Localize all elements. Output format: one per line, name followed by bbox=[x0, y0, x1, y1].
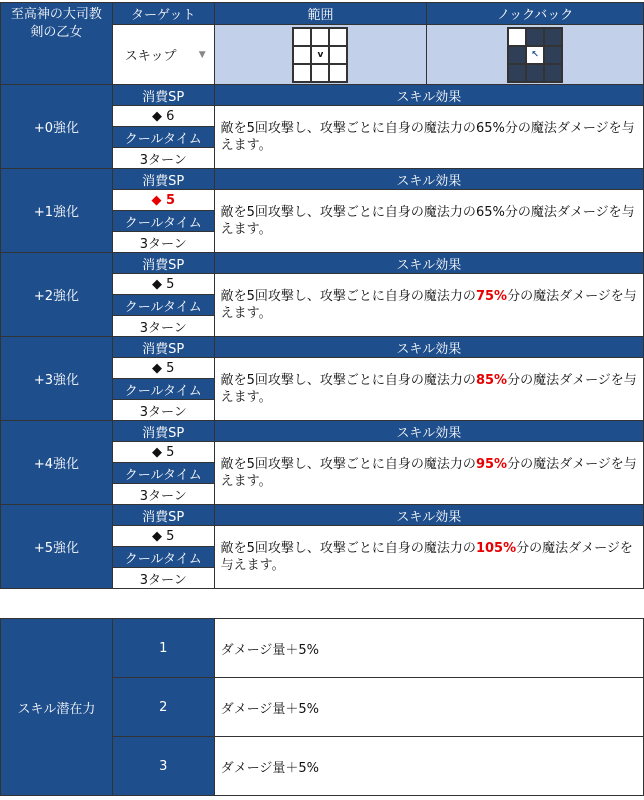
level-row bbox=[1, 253, 644, 274]
skill-description bbox=[214, 190, 643, 253]
skill-description bbox=[214, 526, 643, 589]
skill-description bbox=[214, 442, 643, 505]
level-label: +5強化 bbox=[1, 505, 113, 589]
description-text: 分の魔法ダメージを与えます。 bbox=[220, 121, 635, 153]
damage-percent: 105% bbox=[475, 541, 517, 556]
potential-effect: ダメージ量＋5% bbox=[214, 619, 643, 678]
damage-percent: 65% bbox=[475, 205, 505, 220]
skill-description bbox=[214, 358, 643, 421]
cooltime-value: 3ターン bbox=[112, 316, 214, 337]
description-text: 分の魔法ダメージを与えます。 bbox=[220, 289, 637, 321]
cooltime-value: 3ターン bbox=[112, 484, 214, 505]
potential-number: 2 bbox=[112, 678, 214, 737]
cooltime-value: 3ターン bbox=[112, 232, 214, 253]
level-label: +1強化 bbox=[1, 169, 113, 253]
range-header: 範囲 bbox=[214, 3, 427, 25]
sp-value: ◆ 5 bbox=[112, 190, 214, 211]
description-text: 敵を5回攻撃し、攻撃ごとに自身の魔法力の bbox=[220, 457, 476, 472]
knockback-arrow-icon: ↖ bbox=[526, 46, 544, 64]
cooltime-label: クールタイム bbox=[112, 127, 214, 148]
chevron-down-icon: ▼ bbox=[198, 49, 206, 60]
description-text: 敵を5回攻撃し、攻撃ごとに自身の魔法力の bbox=[220, 289, 476, 304]
cooltime-label: クールタイム bbox=[112, 463, 214, 484]
description-text: 分の魔法ダメージを与えます。 bbox=[220, 373, 637, 405]
sp-label: 消費SP bbox=[112, 505, 214, 526]
potential-table bbox=[0, 618, 644, 796]
effect-label: スキル効果 bbox=[214, 85, 643, 106]
potential-row bbox=[1, 619, 644, 678]
skill-description bbox=[214, 106, 643, 169]
sp-value: ◆ 6 bbox=[112, 106, 214, 127]
damage-percent: 65% bbox=[475, 121, 505, 136]
description-text: 分の魔法ダメージを与えます。 bbox=[220, 205, 635, 237]
description-text: 敵を5回攻撃し、攻撃ごとに自身の魔法力の bbox=[220, 121, 476, 136]
level-row bbox=[1, 505, 644, 526]
level-label: +2強化 bbox=[1, 253, 113, 337]
potential-effect: ダメージ量＋5% bbox=[214, 737, 643, 796]
description-text: 分の魔法ダメージを与えます。 bbox=[220, 457, 637, 489]
level-row bbox=[1, 85, 644, 106]
cooltime-value: 3ターン bbox=[112, 568, 214, 589]
description-text: 敵を5回攻撃し、攻撃ごとに自身の魔法力の bbox=[220, 541, 476, 556]
skill-name: 至高神の大司教 剣の乙女 bbox=[1, 3, 113, 85]
cooltime-value: 3ターン bbox=[112, 148, 214, 169]
sp-value: ◆ 5 bbox=[112, 358, 214, 379]
skill-description bbox=[214, 274, 643, 337]
effect-label: スキル効果 bbox=[214, 253, 643, 274]
knockback-header: ノックバック bbox=[427, 3, 644, 25]
potential-effect: ダメージ量＋5% bbox=[214, 678, 643, 737]
target-select[interactable] bbox=[112, 25, 214, 85]
potential-label: スキル潜在力 bbox=[1, 619, 113, 796]
knockback-cell bbox=[427, 25, 644, 85]
sp-label: 消費SP bbox=[112, 253, 214, 274]
knockback-grid bbox=[507, 27, 563, 83]
target-value: スキップ bbox=[124, 49, 177, 64]
sp-value: ◆ 5 bbox=[112, 442, 214, 463]
effect-label: スキル効果 bbox=[214, 337, 643, 358]
range-center-cell: v bbox=[311, 46, 329, 64]
potential-number: 1 bbox=[112, 619, 214, 678]
damage-percent: 75% bbox=[475, 289, 508, 304]
skill-table bbox=[0, 2, 644, 589]
level-row bbox=[1, 337, 644, 358]
level-row bbox=[1, 421, 644, 442]
level-label: +4強化 bbox=[1, 421, 113, 505]
sp-value: ◆ 5 bbox=[112, 274, 214, 295]
range-cell bbox=[214, 25, 427, 85]
target-header: ターゲット bbox=[112, 3, 214, 25]
effect-label: スキル効果 bbox=[214, 505, 643, 526]
sp-value: ◆ 5 bbox=[112, 526, 214, 547]
level-label: +3強化 bbox=[1, 337, 113, 421]
sp-label: 消費SP bbox=[112, 169, 214, 190]
description-text: 敵を5回攻撃し、攻撃ごとに自身の魔法力の bbox=[220, 373, 476, 388]
level-label: +0強化 bbox=[1, 85, 113, 169]
level-row bbox=[1, 169, 644, 190]
cooltime-label: クールタイム bbox=[112, 379, 214, 400]
damage-percent: 95% bbox=[475, 457, 508, 472]
damage-percent: 85% bbox=[475, 373, 508, 388]
sp-label: 消費SP bbox=[112, 337, 214, 358]
effect-label: スキル効果 bbox=[214, 169, 643, 190]
cooltime-value: 3ターン bbox=[112, 400, 214, 421]
cooltime-label: クールタイム bbox=[112, 295, 214, 316]
range-grid bbox=[292, 27, 348, 83]
sp-label: 消費SP bbox=[112, 421, 214, 442]
potential-number: 3 bbox=[112, 737, 214, 796]
description-text: 分の魔法ダメージを与えます。 bbox=[220, 541, 633, 573]
effect-label: スキル効果 bbox=[214, 421, 643, 442]
description-text: 敵を5回攻撃し、攻撃ごとに自身の魔法力の bbox=[220, 205, 476, 220]
cooltime-label: クールタイム bbox=[112, 211, 214, 232]
cooltime-label: クールタイム bbox=[112, 547, 214, 568]
sp-label: 消費SP bbox=[112, 85, 214, 106]
